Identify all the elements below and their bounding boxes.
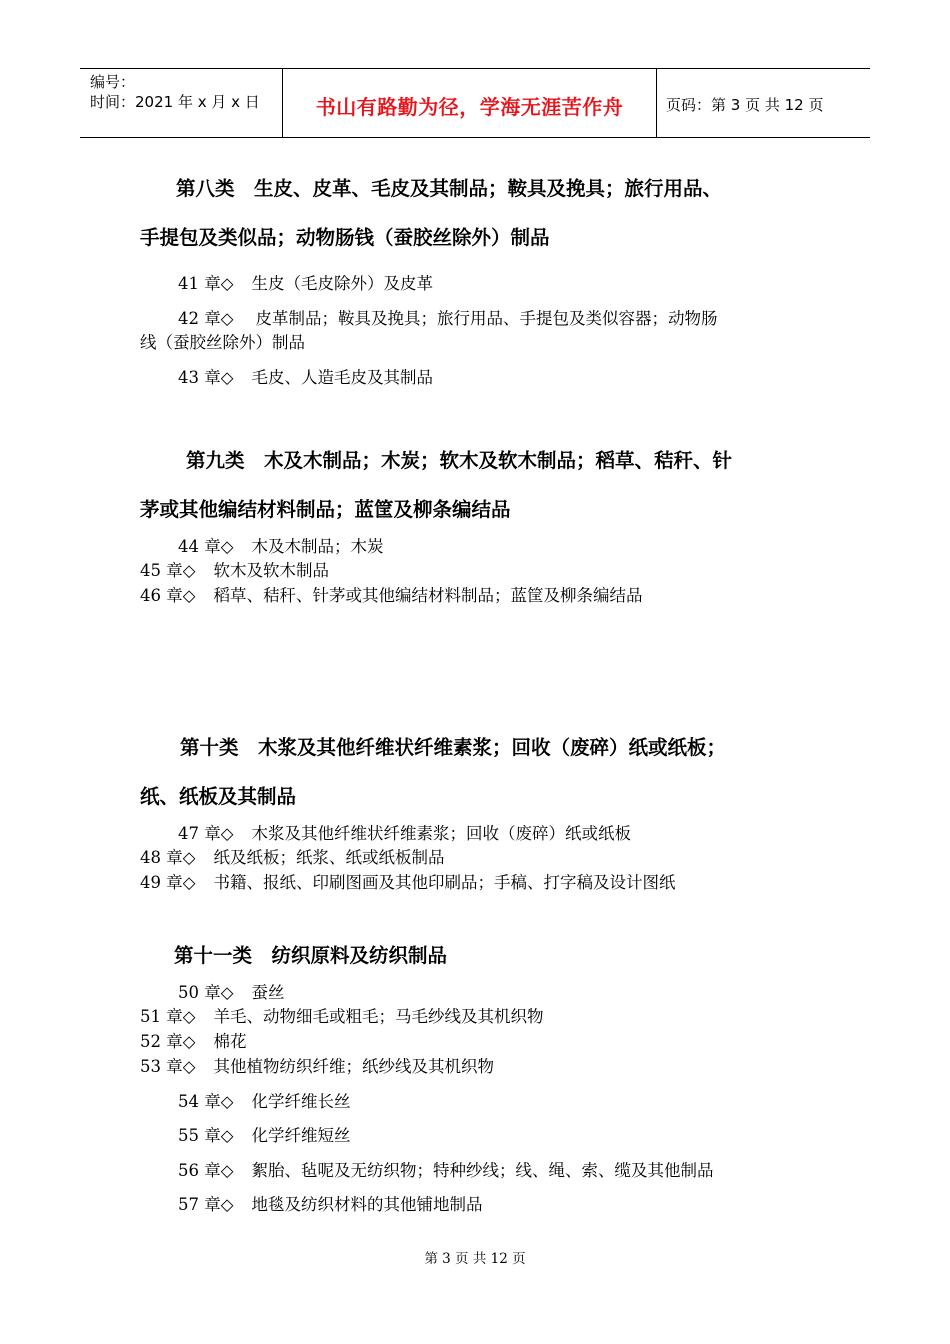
chapter-text: 羊毛、动物细毛或粗毛；马毛纱线及其机织物 [213,1007,544,1026]
chapter-text: 棉花 [213,1032,247,1051]
chapter-number: 56 章◇ [178,1161,234,1180]
chapter-number: 49 章◇ [140,873,196,892]
chapter-item [140,869,675,893]
chapter-text: 化学纤维短丝 [251,1126,351,1145]
chapter-number: 57 章◇ [178,1195,234,1214]
page-footer: 第 3 页 共 12 页 [424,1251,526,1267]
chapter-text: 木浆及其他纤维状纤维素浆；回收（废碎）纸或纸板 [251,824,631,843]
chapter-item [178,270,433,294]
section-10-title-line2: 纸、纸板及其制品 [140,785,297,808]
chapter-text: 书籍、报纸、印刷图画及其他印刷品；手稿、打字稿及设计图纸 [213,873,676,892]
chapter-number: 46 章◇ [140,586,196,605]
header-right-cell [656,69,870,137]
chapter-item [178,1122,350,1146]
chapter-item [178,979,284,1003]
chapter-number: 41 章◇ [178,274,234,293]
chapter-item [140,582,642,606]
section-11-title: 第十一类 纺织原料及纺织制品 [174,944,448,967]
chapter-item [178,1157,713,1181]
section-9-title-line2: 茅或其他编结材料制品；蓝筐及柳条编结品 [140,498,511,521]
section-8-title-line1: 第八类 生皮、皮革、毛皮及其制品；鞍具及挽具；旅行用品、 [176,177,723,200]
chapter-item [178,364,433,388]
chapter-item [140,844,444,868]
header-left-cell [80,69,282,137]
chapter-text: 絮胎、毡呢及无纺织物；特种纱线；线、绳、索、缆及其他制品 [251,1161,714,1180]
chapter-item [140,1003,543,1027]
chapter-item [178,305,717,329]
chapter-item [140,557,329,581]
chapter-number: 51 章◇ [140,1007,196,1026]
chapter-text: 木及木制品；木炭 [251,537,384,556]
number-label: 编号： [90,73,136,91]
chapter-number: 55 章◇ [178,1126,234,1145]
chapter-number: 54 章◇ [178,1092,234,1111]
section-8-title-line2: 手提包及类似品；动物肠钱（蚕胶丝除外）制品 [140,226,550,249]
chapter-number: 48 章◇ [140,848,196,867]
chapter-text: 蚕丝 [251,983,285,1002]
chapter-text-continuation: 线（蚕胶丝除外）制品 [140,333,305,352]
motto-text: 书山有路勤为径，学海无涯苦作舟 [315,95,624,119]
page-info: 页码：第 3 页 共 12 页 [666,96,824,114]
chapter-text: 化学纤维长丝 [251,1092,351,1111]
chapter-item [178,533,383,557]
chapter-number: 50 章◇ [178,983,234,1002]
chapter-item [140,1028,246,1052]
section-9-title-line1: 第九类 木及木制品；木炭；软木及软木制品；稻草、秸秆、针 [186,449,733,472]
chapter-text: 地毯及纺织材料的其他铺地制品 [251,1195,483,1214]
date-label: 时间：2021 年 x 月 x 日 [90,93,260,111]
chapter-text: 纸及纸板；纸浆、纸或纸板制品 [213,848,445,867]
chapter-text: 生皮（毛皮除外）及皮革 [251,274,433,293]
section-10-title-line1: 第十类 木浆及其他纤维状纤维素浆；回收（废碎）纸或纸板； [180,736,727,759]
chapter-text: 毛皮、人造毛皮及其制品 [251,368,433,387]
chapter-item [178,820,631,844]
chapter-number: 44 章◇ [178,537,234,556]
chapter-number: 45 章◇ [140,561,196,580]
page-header [80,68,870,138]
chapter-number: 52 章◇ [140,1032,196,1051]
header-motto-cell [282,69,657,137]
chapter-number: 43 章◇ [178,368,234,387]
chapter-text: 稻草、秸秆、针茅或其他编结材料制品；蓝筐及柳条编结品 [213,586,643,605]
chapter-number: 47 章◇ [178,824,234,843]
chapter-item [178,1191,482,1215]
chapter-number: 42 章◇ [178,309,234,328]
chapter-item [178,1088,350,1112]
chapter-number: 53 章◇ [140,1057,196,1076]
chapter-text: 皮革制品；鞍具及挽具；旅行用品、手提包及类似容器；动物肠 [255,309,718,328]
chapter-text: 其他植物纺织纤维；纸纱线及其机织物 [213,1057,494,1076]
chapter-text: 软木及软木制品 [213,561,329,580]
chapter-item [140,1053,494,1077]
